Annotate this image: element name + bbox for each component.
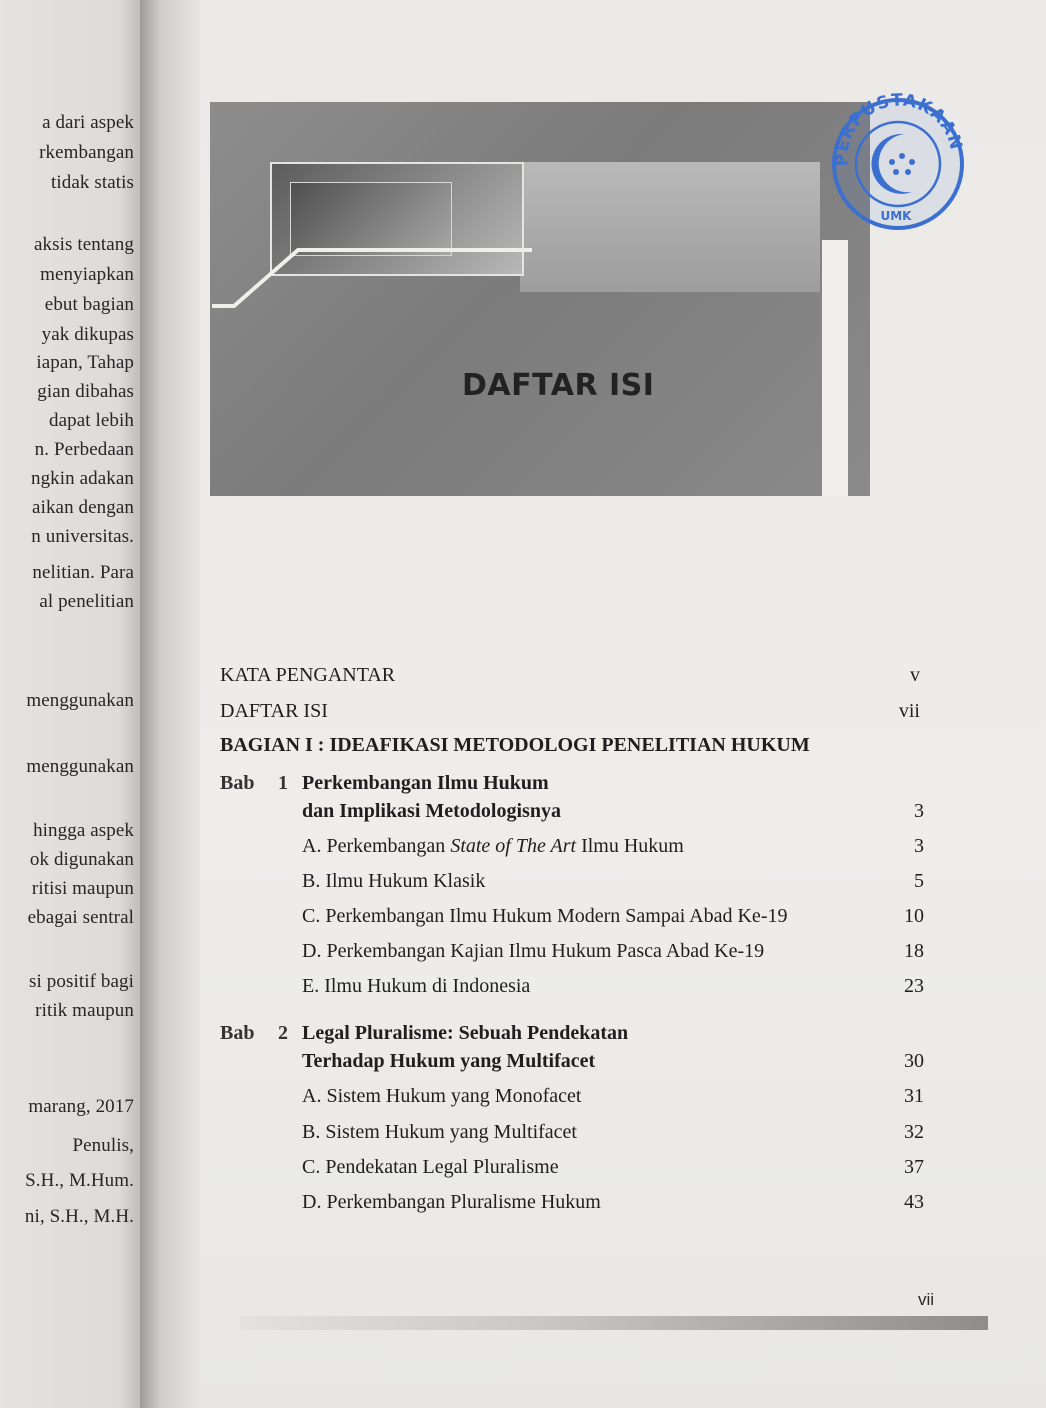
left-page-line: si positif bagi (29, 971, 134, 992)
left-page-line: ritisi maupun (31, 878, 134, 899)
toc-entry-2c-page: 37 (904, 1156, 924, 1178)
toc-bagian-1[interactable]: BAGIAN I : IDEAFIKASI METODOLOGI PENELITIAN HUKUM (220, 734, 810, 756)
toc-entry-1b[interactable] (302, 870, 485, 893)
toc-entry-letter: A. (302, 1085, 322, 1107)
left-page-line: S.H., M.Hum. (25, 1170, 134, 1191)
bab-2-page: 30 (904, 1050, 924, 1072)
left-page-line: a dari aspek (42, 112, 134, 133)
toc-entry-1e[interactable] (302, 975, 530, 998)
page-number: vii (918, 1290, 935, 1309)
toc-entry-text-end: Ilmu Hukum (576, 835, 684, 857)
bab-2-number: 2 (278, 1022, 288, 1044)
toc-entry-1c-page: 10 (904, 905, 924, 927)
toc-entry-text: Ilmu Hukum di Indonesia (324, 975, 531, 997)
toc-entry-2a[interactable] (302, 1085, 581, 1108)
toc-entry-1b-page: 5 (914, 870, 924, 892)
toc-entry-2b-page: 32 (904, 1121, 924, 1143)
page-title: DAFTAR ISI (462, 368, 655, 403)
bab-2-title-line1[interactable]: Legal Pluralisme: Sebuah Pendekatan (302, 1022, 629, 1044)
toc-daftar-isi[interactable]: DAFTAR ISI (220, 700, 328, 722)
left-page-line: rkembangan (39, 142, 134, 163)
toc-entry-letter: C. (302, 905, 321, 927)
toc-entry-2d[interactable] (302, 1191, 601, 1214)
left-page-line: menggunakan (26, 690, 134, 711)
toc-entry-text: Perkembangan (326, 835, 451, 857)
bab-2-title-line2[interactable]: Terhadap Hukum yang Multifacet (302, 1050, 596, 1072)
stamp-text: PERPUSTAKAAN (832, 90, 966, 167)
toc-entry-2b[interactable] (302, 1121, 577, 1144)
left-page-line: yak dikupas (41, 324, 134, 345)
left-page-line: hingga aspek (33, 820, 134, 841)
toc-entry-text: Perkembangan Kajian Ilmu Hukum Pasca Abad Ke-19 (326, 940, 765, 962)
toc-entry-italic: State of The Art (450, 835, 577, 857)
left-page-line: al penelitian (39, 591, 134, 612)
toc-entry-letter: D. (302, 940, 322, 962)
toc-entry-1d-page: 18 (904, 940, 924, 962)
toc-entry-text: Sistem Hukum yang Monofacet (326, 1085, 582, 1107)
left-page-line: ni, S.H., M.H. (24, 1206, 134, 1227)
bab-1-title-line2[interactable]: dan Implikasi Metodologisnya (302, 800, 561, 822)
bab-1-page: 3 (914, 800, 924, 822)
bab-1-number: 1 (278, 772, 288, 794)
left-page-line: n universitas. (31, 526, 134, 547)
toc-entry-1a[interactable] (302, 835, 684, 858)
left-page-line: nelitian. Para (32, 562, 134, 583)
left-page-line: aikan dengan (32, 497, 134, 518)
left-page-line: ritik maupun (35, 1000, 134, 1021)
footer-rule (240, 1316, 988, 1330)
left-page-line: menyiapkan (40, 264, 134, 285)
left-page-line: aksis tentang (34, 234, 134, 255)
toc-kata-pengantar[interactable]: KATA PENGANTAR (220, 664, 396, 686)
toc-entry-text: Perkembangan Ilmu Hukum Modern Sampai Abad Ke-19 (325, 905, 788, 927)
toc-entry-letter: A. (302, 835, 322, 857)
toc-entry-letter: E. (302, 975, 320, 997)
toc-daftar-isi-page: vii (898, 700, 920, 722)
toc-entry-1c[interactable] (302, 905, 787, 928)
left-page-line: dapat lebih (49, 410, 134, 431)
left-page-line: iapan, Tahap (36, 352, 134, 373)
left-page-line: gian dibahas (37, 381, 134, 402)
toc-entry-text: Perkembangan Pluralisme Hukum (326, 1191, 601, 1213)
bab-2-word: Bab (220, 1022, 255, 1044)
toc-entry-2a-page: 31 (904, 1085, 924, 1107)
toc-entry-2d-page: 43 (904, 1191, 924, 1213)
toc-entry-text: Pendekatan Legal Pluralisme (325, 1156, 559, 1178)
toc-entry-letter: C. (302, 1156, 321, 1178)
toc-entry-letter: D. (302, 1191, 322, 1213)
bab-1-word: Bab (220, 772, 255, 794)
toc-entry-2c[interactable] (302, 1156, 559, 1179)
toc-entry-text: Ilmu Hukum Klasik (325, 870, 486, 892)
left-page-line: n. Perbedaan (34, 439, 134, 460)
toc-kata-pengantar-page: v (910, 664, 920, 686)
toc-entry-1a-page: 3 (914, 835, 924, 857)
left-page-line: ebut bagian (44, 294, 134, 315)
left-page-line: ok digunakan (29, 849, 134, 870)
toc-entry-text: Sistem Hukum yang Multifacet (325, 1121, 577, 1143)
left-page-line: tidak statis (51, 172, 134, 193)
toc-entry-letter: B. (302, 870, 321, 892)
bab-1-title-line1[interactable]: Perkembangan Ilmu Hukum (302, 772, 549, 794)
left-page-line: menggunakan (26, 756, 134, 777)
left-page-line: Penulis, (72, 1135, 134, 1156)
toc-entry-letter: B. (302, 1121, 321, 1143)
toc-entry-1d[interactable] (302, 940, 764, 963)
toc-entry-1e-page: 23 (904, 975, 924, 997)
left-page-line: ebagai sentral (27, 907, 134, 928)
left-page-line: marang, 2017 (28, 1096, 134, 1117)
stamp-sub-text: UMK (880, 209, 912, 223)
left-page-line: ngkin adakan (30, 468, 134, 489)
